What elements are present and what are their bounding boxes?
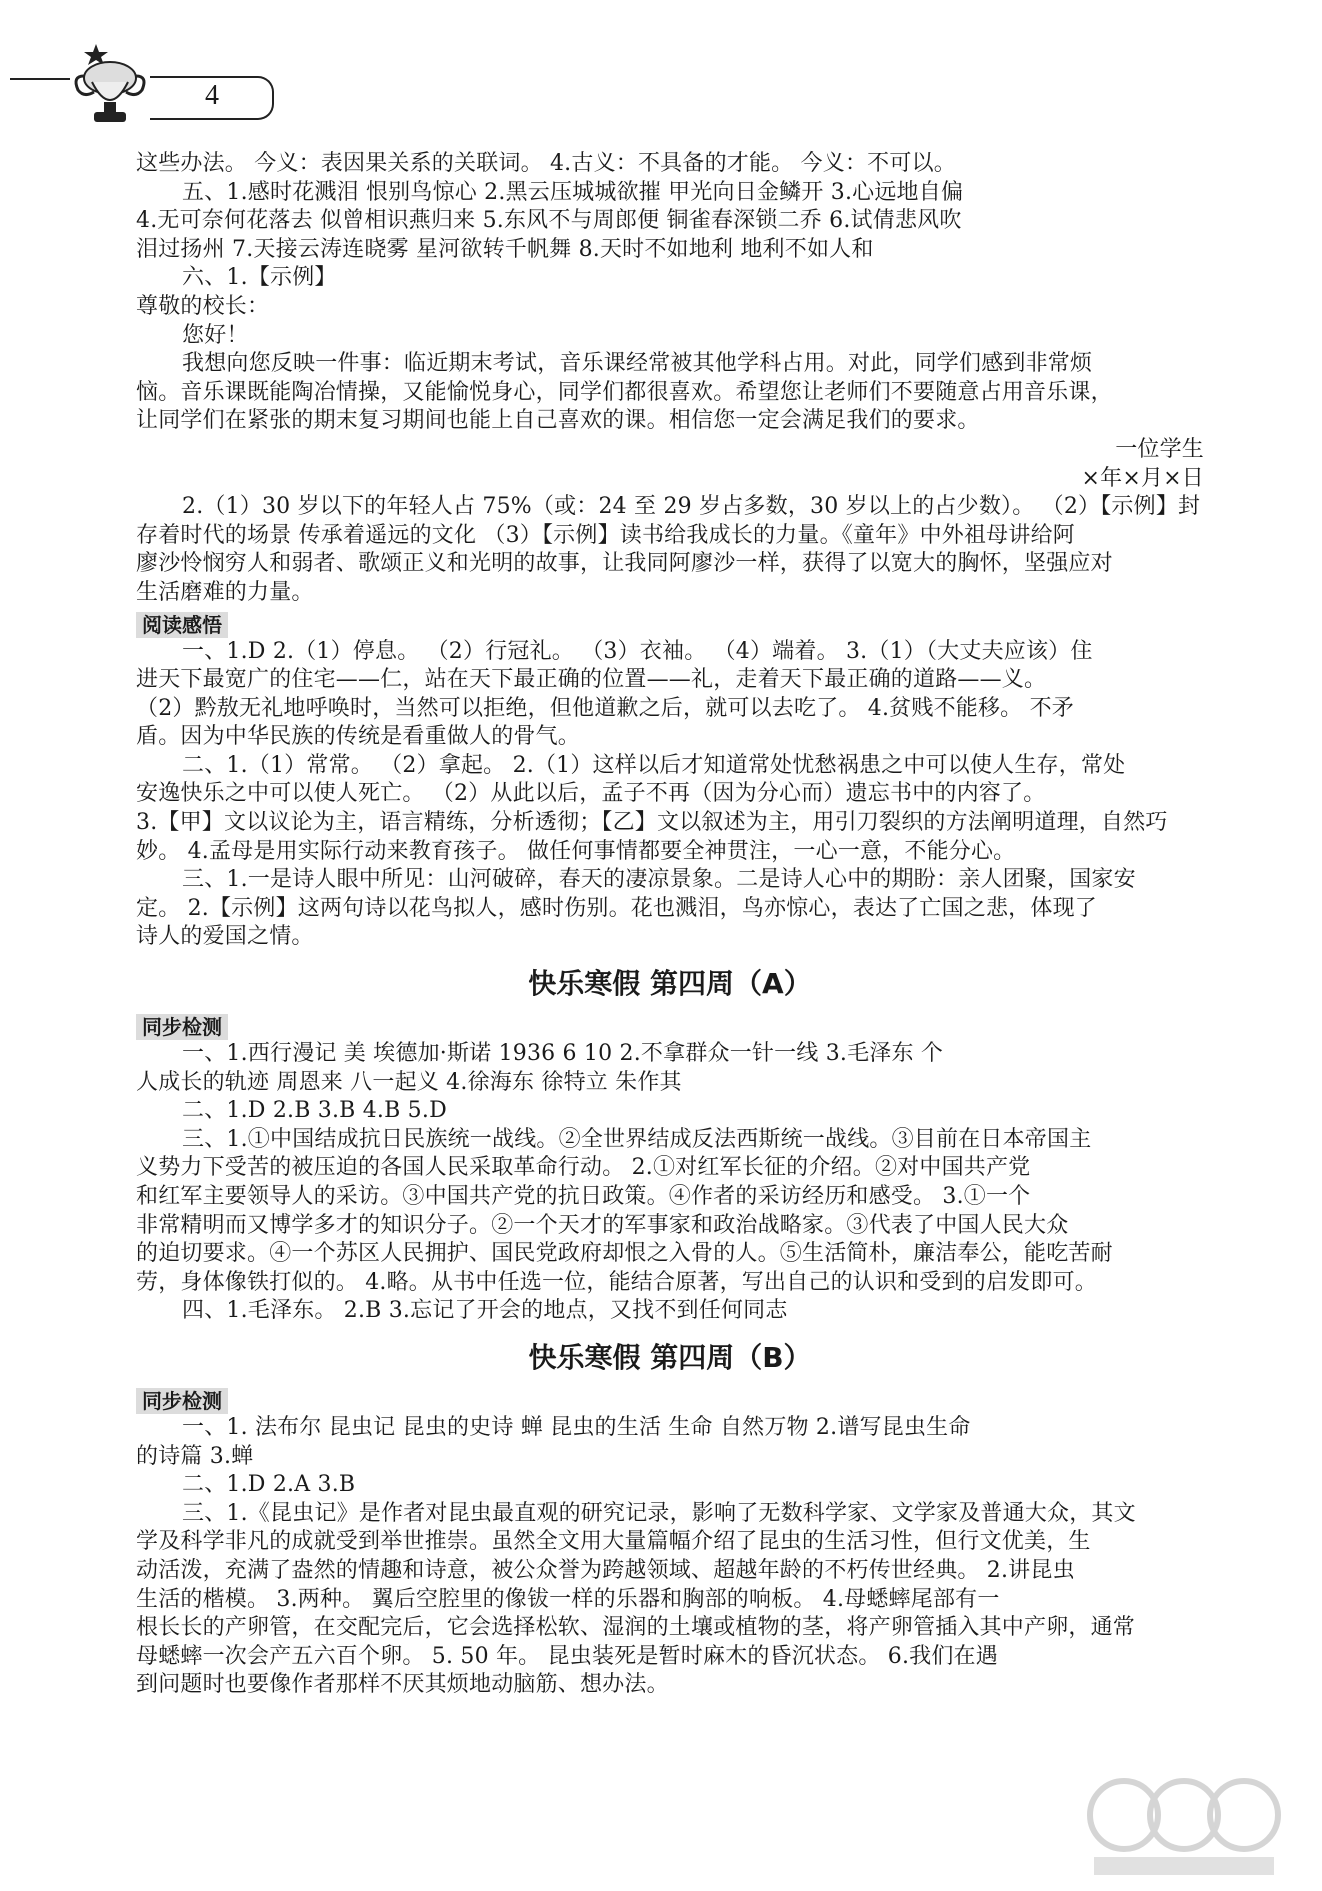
text-line: 三、1.一是诗人眼中所见：山河破碎，春天的凄凉景象。二是诗人心中的期盼：亲人团聚，国家安: [182, 867, 1136, 893]
watermark-logo: [1064, 1765, 1304, 1885]
text-line: 的诗篇 3.蝉: [136, 1443, 254, 1469]
text-line: 非常精明而又博学多才的知识分子。②一个天才的军事家和政治战略家。③代表了中国人民大众: [136, 1212, 1069, 1238]
trophy-icon: [70, 40, 150, 130]
answer-content: [136, 150, 1204, 1700]
week4a-answers: [136, 1040, 1204, 1326]
text-line: 2.（1）30 岁以下的年轻人占 75%（或：24 至 29 岁占多数，30 岁以上的占少数）。 （2）【示例】封: [182, 494, 1201, 520]
text-line: 一、1.D 2.（1）停息。 （2）行冠礼。 （3）衣袖。 （4）端着。 3.（1）（大丈夫应该）住: [182, 638, 1093, 664]
text-line: 人成长的轨迹 周恩来 八一起义 4.徐海东 徐特立 朱作其: [136, 1069, 682, 1095]
text-line: 和红军主要领导人的采访。③中国共产党的抗日政策。④作者的采访经历和感受。 3.①一个: [136, 1184, 1031, 1209]
section-label-sync-b: 同步检测: [136, 1388, 228, 1414]
text-line: 3.【甲】文以议论为主，语言精练，分析透彻；【乙】文以叙述为主，用引刀裂织的方法阐明道理，自然巧: [136, 810, 1168, 836]
text-line: 四、1.毛泽东。 2.B 3.忘记了开会的地点，又找不到任何同志: [182, 1298, 788, 1324]
section-title-week4a: 快乐寒假 第四周（A）: [528, 967, 812, 1001]
text-line: 4.无可奈何花落去 似曾相识燕归来 5.东风不与周郎便 铜雀春深锁二乔 6.试倩悲风吹: [136, 208, 962, 234]
text-line: 动活泼，充满了盎然的情趣和诗意，被公众誉为跨越领域、超越年龄的不朽传世经典。 2.讲昆虫: [136, 1557, 1075, 1583]
text-line: 一位学生: [1115, 436, 1204, 462]
text-line: 让同学们在紧张的期末复习期间也能上自己喜欢的课。相信您一定会满足我们的要求。: [136, 408, 980, 434]
text-line: 二、1.（1）常常。 （2）拿起。 2.（1）这样以后才知道常处忧愁祸患之中可以使人生存，常处: [182, 752, 1126, 778]
text-line: 存着时代的场景 传承着遥远的文化 （3）【示例】读书给我成长的力量。《童年》中外祖母讲给阿: [136, 522, 1075, 548]
header-rule: [10, 78, 70, 80]
text-line: 母蟋蟀一次会产五六百个卵。 5. 50 年。 昆虫装死是暂时麻木的昏沉状态。 6.我们在遇: [136, 1643, 998, 1669]
week4a-section: [136, 958, 1204, 1326]
text-line: 的迫切要求。④一个苏区人民拥护、国民党政府却恨之入骨的人。⑤生活简朴，廉洁奉公，能吃苦耐: [136, 1241, 1113, 1267]
text-line: 定。 2.【示例】这两句诗以花鸟拟人，感时伤别。花也溅泪，鸟亦惊心，表达了亡国之悲，体现了: [136, 895, 1097, 921]
answer-block-week3: [136, 150, 1204, 608]
text-line: 恼。音乐课既能陶冶情操，又能愉悦身心，同学们都很喜欢。希望您让老师们不要随意占用音乐课，: [136, 379, 1113, 405]
text-line: 三、1.《昆虫记》是作者对昆虫最直观的研究记录，影响了无数科学家、文学家及普通大众，其文: [182, 1500, 1136, 1526]
section-label-sync-a: 同步检测: [136, 1014, 228, 1040]
section-title-week4b: 快乐寒假 第四周（B）: [528, 1340, 812, 1374]
text-line: 您好！: [182, 322, 249, 348]
text-line: ×年×月×日: [1081, 465, 1204, 491]
week4b-answers: [136, 1414, 1204, 1700]
text-line: 妙。 4.孟母是用实际行动来教育孩子。 做任何事情都要全神贯注，一心一意，不能分心。: [136, 838, 1016, 864]
week4b-section: [136, 1332, 1204, 1700]
text-line: 我想向您反映一件事：临近期末考试，音乐课经常被其他学科占用。对此，同学们感到非常烦: [182, 351, 1093, 377]
text-line: 生活磨难的力量。: [136, 579, 314, 605]
text-line: 泪过扬州 7.天接云涛连晓雾 星河欲转千帆舞 8.天时不如地利 地利不如人和: [136, 236, 874, 262]
text-line: 尊敬的校长：: [136, 293, 270, 319]
page-header: [0, 0, 1322, 130]
text-line: 诗人的爱国之情。: [136, 924, 314, 950]
text-line: 这些办法。 今义：表因果关系的关联词。 4.古义：不具备的才能。 今义：不可以。: [136, 151, 956, 176]
page-number: 4: [205, 80, 219, 111]
text-line: 一、1.西行漫记 美 埃德加·斯诺 1936 6 10 2.不拿群众一针一线 3.毛泽东 个: [182, 1041, 944, 1067]
text-line: 六、1.【示例】: [182, 265, 337, 291]
text-line: 二、1.D 2.B 3.B 4.B 5.D: [182, 1098, 447, 1124]
reading-answers: [136, 638, 1204, 953]
text-line: 劳，身体像铁打似的。 4.略。从书中任选一位，能结合原著，写出自己的认识和受到的启发即可。: [136, 1269, 1097, 1295]
text-line: 到问题时也要像作者那样不厌其烦地动脑筋、想办法。: [136, 1672, 669, 1698]
text-line: 廖沙怜悯穷人和弱者、歌颂正义和光明的故事，让我同阿廖沙一样，获得了以宽大的胸怀，坚强应对: [136, 551, 1113, 577]
text-line: （2）黔敖无礼地呼唤时，当然可以拒绝，但他道歉之后，就可以去吃了。 4.贫贱不能移。 不矛: [136, 695, 1074, 721]
text-line: 三、1.①中国结成抗日民族统一战线。②全世界结成反法西斯统一战线。③目前在日本帝国主: [182, 1126, 1092, 1152]
text-line: 根长长的产卵管，在交配完后，它会选择松软、湿润的土壤或植物的茎，将产卵管插入其中产卵，通常: [136, 1615, 1136, 1641]
reading-section: [136, 608, 1204, 953]
text-line: 二、1.D 2.A 3.B: [182, 1472, 356, 1498]
text-line: 一、1. 法布尔 昆虫记 昆虫的史诗 蝉 昆虫的生活 生命 自然万物 2.谱写昆虫生命: [182, 1414, 971, 1440]
text-line: 生活的楷模。 3.两种。 翼后空腔里的像钹一样的乐器和胸部的响板。 4.母蟋蟀尾部有一: [136, 1586, 1000, 1612]
text-line: 安逸快乐之中可以使人死亡。 （2）从此以后，孟子不再（因为分心而）遗忘书中的内容了。: [136, 781, 1046, 807]
text-line: 义势力下受苦的被压迫的各国人民采取革命行动。 2.①对红军长征的介绍。②对中国共产党: [136, 1155, 1031, 1181]
text-line: 盾。因为中华民族的传统是看重做人的骨气。: [136, 724, 581, 750]
section-label-reading: 阅读感悟: [136, 612, 228, 638]
text-line: 五、1.感时花溅泪 恨别鸟惊心 2.黑云压城城欲摧 甲光向日金鳞开 3.心远地自偏: [182, 179, 964, 205]
text-line: 进天下最宽广的住宅——仁，站在天下最正确的位置——礼，走着天下最正确的道路——义。: [136, 667, 1047, 693]
text-line: 学及科学非凡的成就受到举世推崇。虽然全文用大量篇幅介绍了昆虫的生活习性，但行文优美，生: [136, 1529, 1091, 1555]
